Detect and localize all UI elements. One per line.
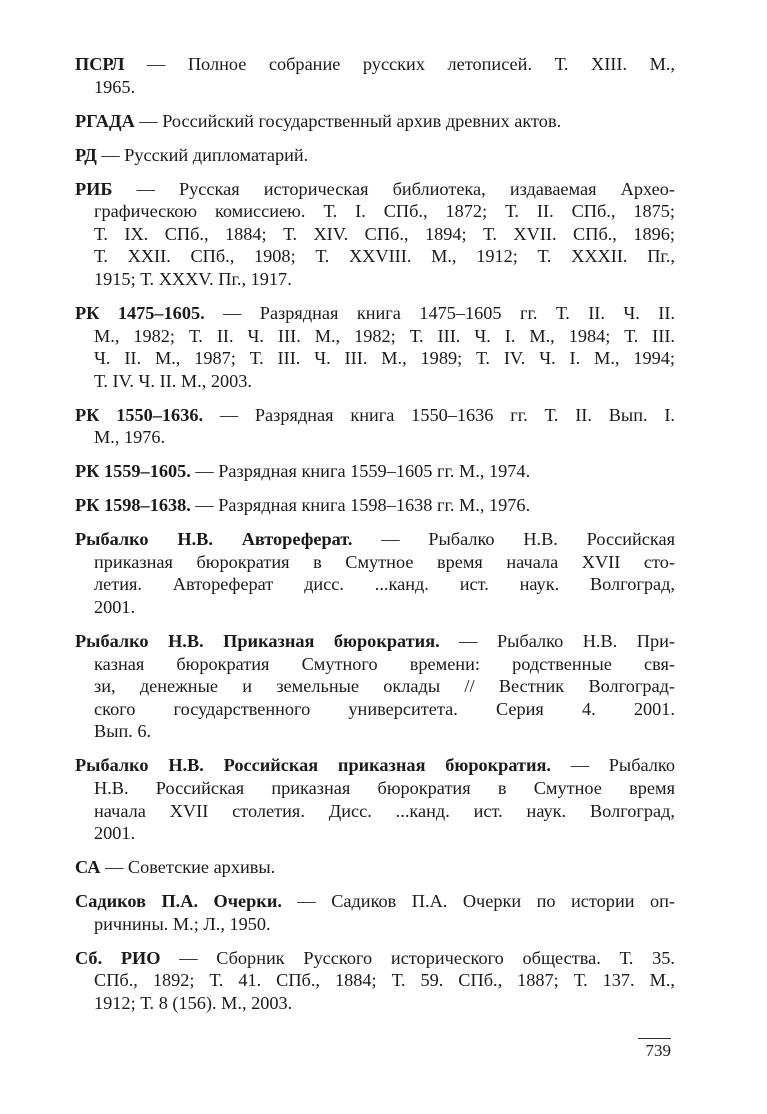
entry-term: Рыбалко Н.В. Автореферат. [75,529,353,550]
entry-line [75,76,675,99]
entry-line [75,370,675,393]
entry-text: СПб., 1892; Т. 41. СПб., 1884; Т. 59. СПб., 1887; Т. 137. М., [94,970,675,991]
bibliography-entry [75,110,675,133]
bibliography-entry [75,947,675,1015]
entry-line [75,144,675,167]
bibliography-entry [75,460,675,483]
entry-term: Садиков П.А. Очерки. [75,891,282,912]
bibliography-entry [75,528,675,618]
entry-term: Рыбалко Н.В. Приказная бюрократия. [75,630,440,651]
bibliography-entry [75,404,675,449]
entry-text: — Разрядная книга 1475–1605 гг. Т. II. Ч. II. [204,302,675,323]
entry-text: Т. IX. СПб., 1884; Т. XIV. СПб., 1894; Т. XVII. СПб., 1896; [94,223,675,244]
entry-text: Н.В. Российская приказная бюрократия в Смутное время [94,777,675,798]
entry-text: — Русский дипломатарий. [96,144,309,165]
entry-line [75,551,675,574]
entry-text: — Разрядная книга 1550–1636 гг. Т. II. Вып. I. [203,404,675,425]
entry-text: М., 1976. [94,427,166,448]
entry-line [75,947,675,970]
entry-text: 2001. [94,597,136,617]
entry-text: — Русская историческая библиотека, издаваемая Архео- [112,178,675,199]
bibliography-entry [75,53,675,98]
entry-text: — Садиков П.А. Очерки по истории оп- [281,891,676,912]
entry-text: Т. XXII. СПб., 1908; Т. XXVIII. М., 1912; Т. XXXII. Пг., [94,246,675,267]
entry-line [75,777,675,800]
bibliography-list [75,53,675,1026]
entry-term: ПСРЛ [75,54,125,74]
entry-line [75,200,675,223]
entry-line [75,675,675,698]
entry-line [75,822,675,845]
entry-text: — Разрядная книга 1559–1605 гг. М., 1974. [190,461,531,482]
entry-line [75,347,675,370]
entry-line [75,630,675,653]
entry-text: ского государственного университета. Серия 4. 2001. [94,698,675,719]
entry-term: РК 1598–1638. [75,495,191,516]
entry-line [75,856,675,879]
entry-text: 2001. [94,823,136,844]
entry-line [75,110,675,133]
entry-text: — Полное собрание русских летописей. Т. XIII. М., [124,54,675,74]
entry-line [75,426,675,449]
entry-line [75,325,675,348]
entry-text: 1912; Т. 8 (156). М., 2003. [94,992,293,1013]
bibliography-entry [75,630,675,743]
entry-text: — Советские архивы. [100,857,276,878]
entry-text: графическою комиссиею. Т. I. СПб., 1872; Т. II. СПб., 1875; [94,201,675,222]
entry-line [75,178,675,201]
entry-line [75,754,675,777]
entry-line [75,698,675,721]
entry-line [75,573,675,596]
entry-line [75,528,675,551]
entry-line [75,720,675,743]
entry-line [75,890,675,913]
entry-line [75,494,675,517]
bibliography-entry [75,302,675,392]
entry-term: РК 1475–1605. [75,302,205,323]
bibliography-entry [75,178,675,291]
bibliography-entry [75,754,675,844]
entry-line [75,992,675,1015]
page-number: 739 [638,1038,671,1061]
entry-line [75,653,675,676]
bibliography-entry [75,494,675,517]
bibliography-entry [75,144,675,167]
entry-line [75,800,675,823]
entry-text: — Российский государственный архив древних актов. [134,110,562,131]
entry-text: 1915; Т. XXXV. Пг., 1917. [94,268,292,289]
entry-text: — Рыбалко Н.В. При- [439,630,675,651]
entry-line [75,268,675,291]
entry-term: РК 1550–1636. [75,404,204,425]
entry-text: приказная бюрократия в Смутное время начала XVII сто- [94,551,675,572]
entry-text: ричнины. М.; Л., 1950. [94,913,271,934]
entry-line [75,245,675,268]
entry-text: Т. IV. Ч. II. М., 2003. [94,370,252,391]
entry-text: — Рыбалко [550,755,675,776]
entry-line [75,913,675,936]
entry-text: — Рыбалко Н.В. Российская [352,529,675,550]
entry-line [75,53,675,76]
entry-text: М., 1982; Т. II. Ч. III. М., 1982; Т. III. Ч. I. М., 1984; Т. III. [94,325,675,346]
entry-term: РД [75,144,97,165]
entry-text: Вып. 6. [94,721,152,742]
entry-term: Сб. РИО [75,947,161,968]
bibliography-entry [75,856,675,879]
entry-text: 1965. [94,76,136,97]
entry-text: Ч. II. М., 1987; Т. III. Ч. III. М., 1989; Т. IV. Ч. I. М., 1994; [94,348,675,369]
entry-text: начала XVII столетия. Дисс. ...канд. ист. наук. Волгоград, [94,800,675,821]
entry-line [75,596,675,619]
entry-text: — Разрядная книга 1598–1638 гг. М., 1976. [190,495,531,516]
entry-text: зи, денежные и земельные оклады // Вестник Волгоград- [94,676,675,697]
entry-term: Рыбалко Н.В. Российская приказная бюрократия. [75,755,551,776]
entry-line [75,969,675,992]
entry-text: казная бюрократия Смутного времени: родственные свя- [94,653,675,674]
entry-line [75,302,675,325]
entry-line [75,404,675,427]
entry-line [75,460,675,483]
bibliography-entry [75,890,675,935]
entry-text: — Сборник Русского исторического общества. Т. 35. [160,947,675,968]
entry-term: РИБ [75,178,113,199]
entry-text: летия. Автореферат дисс. ...канд. ист. наук. Волгоград, [94,574,675,595]
entry-term: РК 1559–1605. [75,461,191,482]
entry-term: РГАДА [75,110,135,131]
entry-line [75,223,675,246]
entry-term: СА [75,857,101,878]
